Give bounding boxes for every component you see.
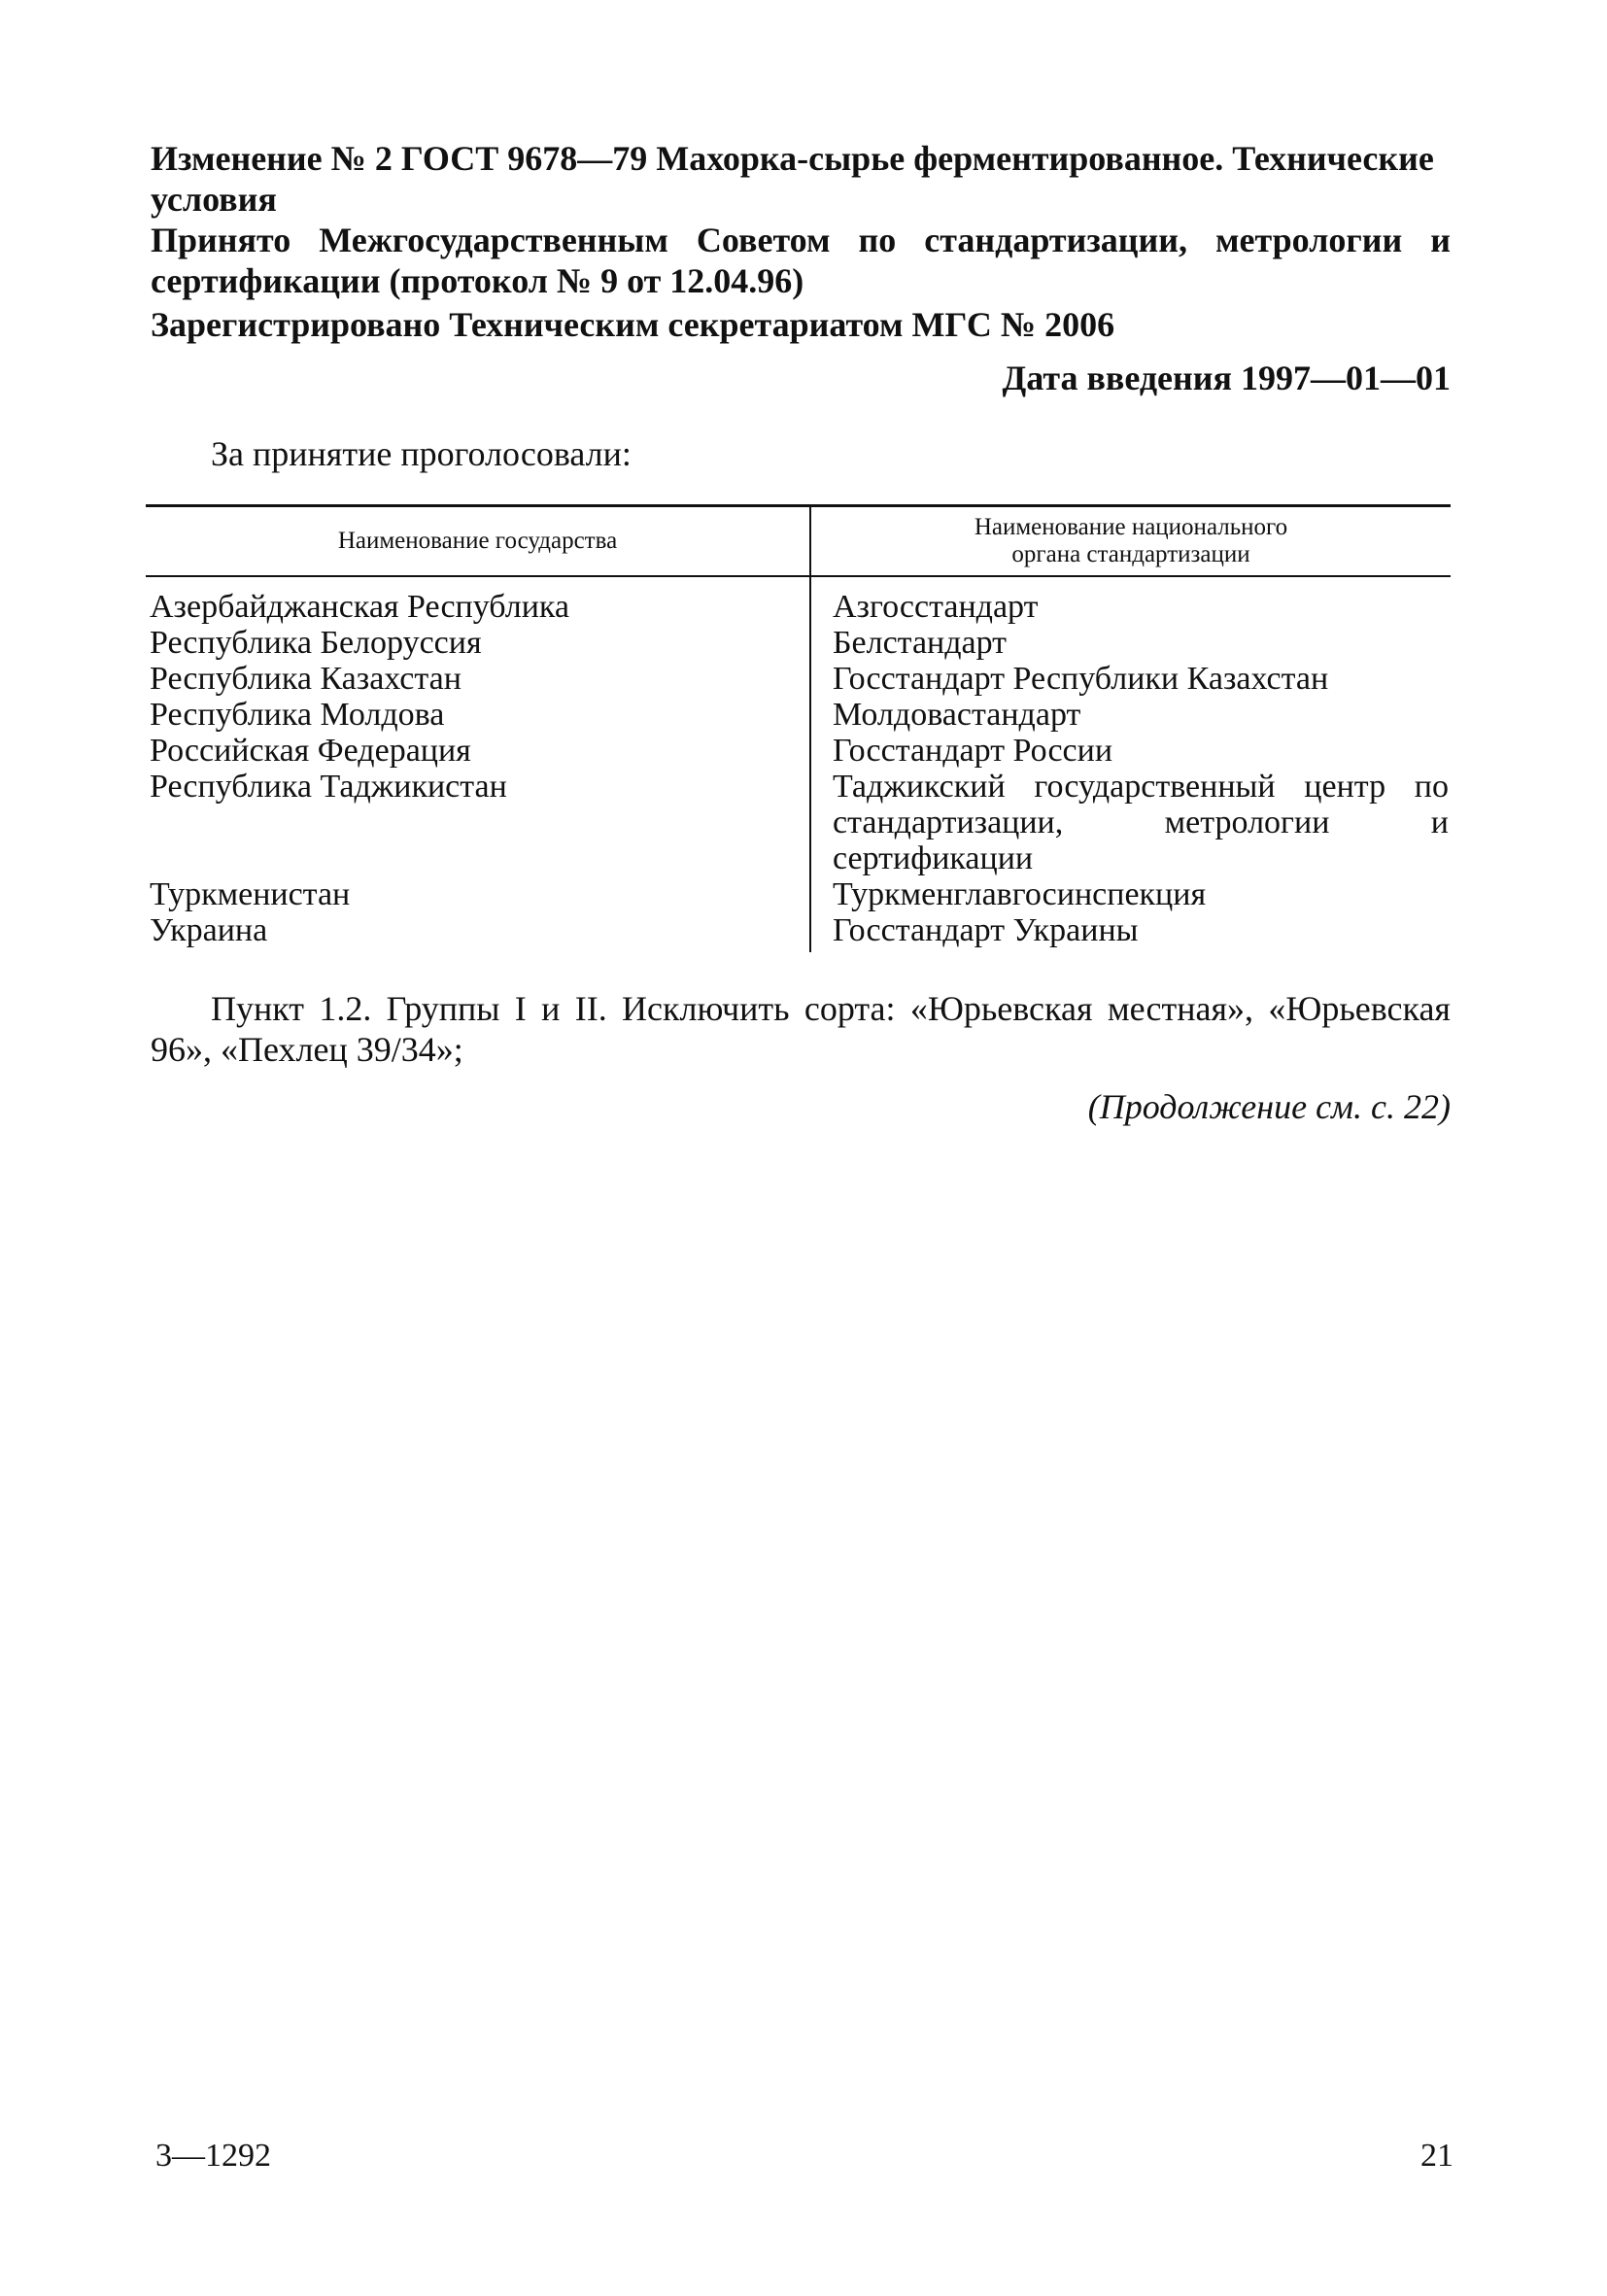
state-name: Российская Федерация xyxy=(150,733,471,769)
table-row xyxy=(146,589,1451,625)
continued-note: (Продолжение см. с. 22) xyxy=(1087,1087,1451,1126)
table-row xyxy=(146,769,1451,876)
header-state: Наименование государства xyxy=(146,507,811,575)
state-name: Республика Казахстан xyxy=(150,661,462,697)
header-national-body-line2: органа стандартизации xyxy=(1011,541,1250,567)
page-number: 21 xyxy=(1420,2138,1453,2174)
national-body: Туркменглавгосинспекция xyxy=(833,876,1207,912)
voting-table xyxy=(146,504,1451,948)
national-body: Азгосстандарт xyxy=(833,589,1039,625)
effective-date: Дата введения 1997—01—01 xyxy=(1002,359,1451,397)
state-name: Республика Таджикистан xyxy=(150,769,507,805)
table-row xyxy=(146,697,1451,733)
national-body: Молдовастандарт xyxy=(833,697,1081,733)
state-name: Азербайджанская Республика xyxy=(150,589,570,625)
national-body: Белстандарт xyxy=(833,625,1008,661)
table-row xyxy=(146,625,1451,661)
national-body: Госстандарт Украины xyxy=(833,912,1139,948)
state-name: Украина xyxy=(150,912,268,948)
table-body xyxy=(146,577,1451,948)
table-row xyxy=(146,733,1451,769)
print-code: 3—1292 xyxy=(155,2138,271,2174)
voted-label: За принятие проголосовали: xyxy=(211,434,632,473)
state-name: Туркменистан xyxy=(150,876,351,912)
registration-info: Зарегистрировано Техническим секретариатом МГС № 2006 xyxy=(151,305,1115,344)
national-body: Госстандарт Республики Казахстан xyxy=(833,661,1329,697)
table-row xyxy=(146,661,1451,697)
amendment-title: Изменение № 2 ГОСТ 9678—79 Махорка-сырье ферментированное. Технические условия xyxy=(151,139,1434,219)
national-body: Госстандарт России xyxy=(833,733,1113,769)
adopted-by: Принято Межгосударственным Советом по стандартизации, метрологии и сертификации (протокол № 9 от 12.04.96) xyxy=(151,221,1451,300)
table-row xyxy=(146,876,1451,912)
state-name: Республика Молдова xyxy=(150,697,445,733)
table-header xyxy=(146,507,1451,577)
state-name: Республика Белоруссия xyxy=(150,625,482,661)
amendment-paragraph: Пункт 1.2. Группы I и II. Исключить сорта: «Юрьевская местная», «Юрьевская 96», «Пехлец 39/34»; xyxy=(151,989,1451,1069)
header-national-body-line1: Наименование национального xyxy=(974,514,1288,540)
table-row xyxy=(146,912,1451,948)
header-national-body xyxy=(811,507,1451,575)
national-body: Таджикский государственный центр по стандартизации, метрологии и сертификации xyxy=(833,769,1449,876)
